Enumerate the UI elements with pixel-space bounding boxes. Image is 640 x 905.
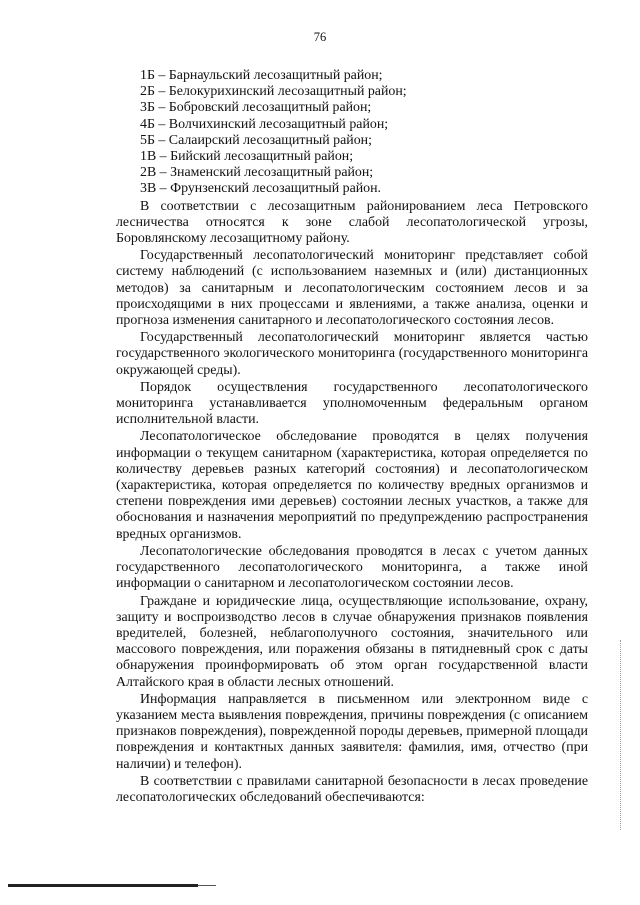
list-item: 4Б – Волчихинский лесозащитный район; <box>140 116 389 132</box>
paragraph: Государственный лесопатологический мониторинг является частью государственного экологического мониторинга (государственного мониторинга окружающей среды). <box>116 330 588 378</box>
paragraph: Государственный лесопатологический мониторинг представляет собой систему наблюдений (с использованием наземных и (или) дистанционных методов) за санитарным и лесопатологическим состоянием лесов и за происходящими в них процессами и явлениями, а также анализа, оценки и прогноза изменения санитарного и лесопатологического состояния лесов. <box>116 248 588 329</box>
list-item: 2Б – Белокурихинский лесозащитный район; <box>140 84 407 100</box>
list-item: 1В – Бийский лесозащитный район; <box>140 149 354 165</box>
paragraph: Информация направляется в письменном или электронном виде с указанием места выявления повреждения, причины повреждения (с описанием признаков повреждения), поврежденной породы деревьев, примерной площади повреждения и контактных данных заявителя: фамилия, имя, отчество (при наличии) и телефон). <box>116 691 588 772</box>
district-list <box>116 68 588 198</box>
list-item: 5Б – Салаирский лесозащитный район; <box>140 132 372 148</box>
paragraph: Лесопатологические обследования проводятся в лесах с учетом данных государственного лесопатологического мониторинга, а также иной информации о санитарном и лесопатологическом состоянии лесов. <box>116 543 588 592</box>
document-body <box>116 68 588 806</box>
paragraph: В соответствии с лесозащитным районированием леса Петровского лесничества относятся к зоне слабой лесопатологической угрозы, Боровлянскому лесозащитному району. <box>116 198 588 247</box>
bottom-rule <box>8 884 198 887</box>
page-number: 76 <box>313 30 327 44</box>
list-item: 1Б – Барнаульский лесозащитный район; <box>140 68 383 83</box>
paragraph: В соответствии с правилами санитарной безопасности в лесах проведение лесопатологических обследований обеспечиваются: <box>116 773 588 805</box>
list-item: 3Б – Бобровский лесозащитный район; <box>140 100 372 116</box>
paragraph: Граждане и юридические лица, осуществляющие использование, охрану, защиту и воспроизводство лесов в случае обнаружения признаков появления вредителей, болезней, неблагополучного состояния, значительного или массового повреждения, или поражения обязаны в пятидневный срок с даты обнаружения проинформировать об этом орган государственной власти Алтайского края в области лесных отношений. <box>116 593 588 690</box>
paragraph: Лесопатологическое обследование проводятся в целях получения информации о текущем санитарном (характеристика, которая определяется по количеству деревьев разных категорий состояния) и лесопатологическом (характеристика, которая определяется по количеству вредных организмов и степени повреждения ими деревьев) состоянии лесных участков, а также для обоснования и назначения мероприятий по предупреждению распространения вредных организмов. <box>116 429 588 542</box>
scan-margin-artifact <box>620 640 622 830</box>
list-item: 3В – Фрунзенский лесозащитный район. <box>140 181 382 197</box>
bottom-rule-tail <box>198 885 216 886</box>
paragraph: Порядок осуществления государственного лесопатологического мониторинга устанавливается уполномоченным федеральным органом исполнительной власти. <box>116 379 588 428</box>
list-item: 2В – Знаменский лесозащитный район; <box>140 165 374 181</box>
